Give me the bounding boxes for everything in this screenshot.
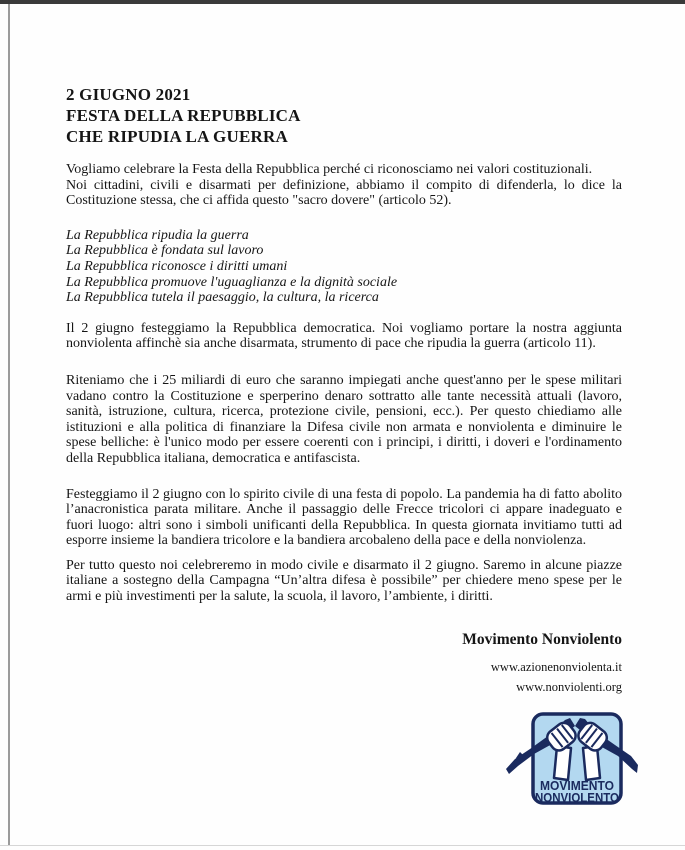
paragraph-intro-line1: Vogliamo celebrare la Festa della Repubblica perché ci riconosciamo nei valori costituzionali. — [66, 162, 593, 177]
quote-line: La Repubblica tutela il paesaggio, la cultura, la ricerca — [66, 290, 379, 306]
logo-movimento-nonviolento — [506, 710, 638, 808]
scan-left-edge-line — [8, 4, 10, 845]
quote-line: La Repubblica riconosce i diritti umani — [66, 258, 288, 274]
signature-movimento-nonviolento: Movimento Nonviolento — [462, 630, 622, 648]
paragraph-intro — [66, 162, 622, 209]
website-links — [66, 657, 622, 697]
scan-top-edge-artifact — [0, 0, 685, 4]
quote-line: La Repubblica ripudia la guerra — [66, 227, 249, 243]
website-url-azionenonviolenta: www.azionenonviolenta.it — [490, 659, 622, 674]
paragraph-2-giugno: Il 2 giugno festeggiamo la Repubblica democratica. Noi vogliamo portare la nostra aggiunta nonviolenta affinchè sia anche disarmata, strumento di pace che ripudia la guerra (articolo 11). — [66, 320, 622, 352]
title-line-date: 2 GIUGNO 2021 — [66, 85, 191, 104]
scan-bottom-edge-line — [0, 845, 685, 846]
logo-text-line1: MOVIMENTO — [540, 778, 614, 793]
logo-text-line2: NONVIOLENTO — [535, 790, 619, 805]
doc-title — [66, 84, 622, 147]
title-line-guerra: CHE RIPUDIA LA GUERRA — [66, 127, 288, 146]
quote-line: La Repubblica promuove l'uguaglianza e la dignità sociale — [66, 274, 398, 290]
quote-line: La Repubblica è fondata sul lavoro — [66, 243, 264, 259]
paragraph-intro-rest: Noi cittadini, civili e disarmati per definizione, abbiamo il compito di difenderla, lo dice la Costituzione stessa, che ci affida questo "sacro dovere" (articolo 52). — [66, 177, 622, 209]
constitution-quote-block — [66, 228, 622, 306]
document-page — [66, 84, 622, 697]
paragraph-celebrazione: Per tutto questo noi celebreremo in modo civile e disarmato il 2 giugno. Saremo in alcune piazze italiane a sostegno della Campagna “Un’altra difesa è possibile” per chiedere meno spese per le armi e più investimenti per la salute, la scuola, il lavoro, l’ambiente, i diritti. — [66, 557, 622, 605]
website-url-nonviolenti: www.nonviolenti.org — [516, 679, 622, 694]
title-line-festa: FESTA DELLA REPUBBLICA — [66, 106, 301, 125]
paragraph-spese-militari: Riteniamo che i 25 miliardi di euro che saranno impiegati anche quest'anno per le spese militari vadano contro la Costituzione e sperperino denaro sottratto alle tante necessità attuali (lavoro, sanità, istruzione, cultura, ricerca, protezione civile, pensioni, ecc.). Per questo chiediamo alle istituzioni e alla politica di finanziare la Difesa civile non armata e nonviolenta e diminuire le spese belliche: è l'unico modo per essere coerenti con i principi, i diritti, i doveri e l'ordinamento della Repubblica italiana, democratica e antifascista. — [66, 372, 622, 466]
paragraph-festa-popolo: Festeggiamo il 2 giugno con lo spirito civile di una festa di popolo. La pandemia ha di fatto abolito l’anacronistica parata militare. Anche il passaggio delle Frecce tricolori ci appare inadeguato e fuori luogo: altri sono i simboli unificanti della Repubblica. In questa giornata invitiamo tutti ad esporre insieme la bandiera tricolore e la bandiera arcobaleno della pace e della nonviolenza. — [66, 486, 622, 549]
